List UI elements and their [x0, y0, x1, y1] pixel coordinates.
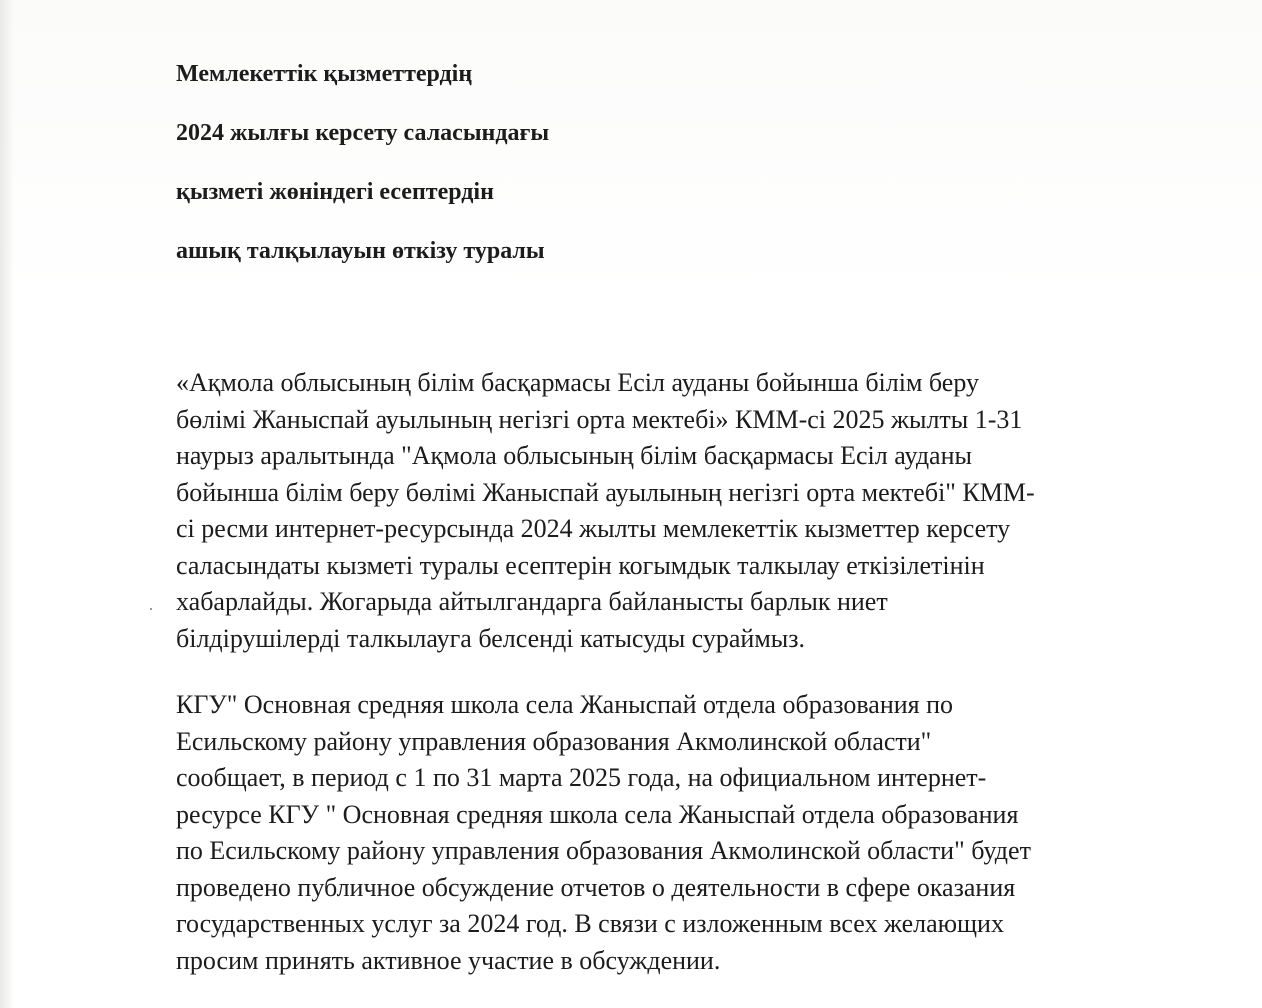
title-line-3: қызметі жөніндегі есептердін — [176, 179, 494, 205]
paragraph-ru-line: КГУ" Основная средняя школа села Жаныспай отдела образования по — [176, 690, 954, 719]
paragraph-kazakh — [176, 365, 1176, 657]
paragraph-ru-line: сообщает, в период с 1 по 31 марта 2025 года, на официальном интернет- — [176, 763, 987, 792]
paragraph-ru-line: ресурсе КГУ " Основная средняя школа села Жаныспай отдела образования — [176, 799, 1019, 829]
page-edge-shadow — [0, 0, 14, 1008]
title-line-2: 2024 жылғы керсету саласындағы — [176, 120, 550, 146]
paragraph-kz-line: наурыз аралытында "Ақмола облысының білім басқармасы Есіл ауданы — [176, 441, 972, 470]
paragraph-ru-line: проведено публичное обсуждение отчетов о деятельности в сфере оказания — [176, 872, 1016, 902]
paragraph-kz-line: саласындаты кызметі туралы есептерін когымдык талкылау еткізілетінін — [176, 550, 985, 580]
paragraph-kz-line: білдірушілерді талкылауга белсенді катысуды сураймыз. — [176, 623, 806, 653]
paragraph-ru-line: государственных услуг за 2024 год. В связи с изложенным всех желающих — [176, 909, 1004, 938]
paragraph-kz-line: бойынша білім беру бөлімі Жаныспай ауылының негізгі орта мектебі" КММ- — [176, 477, 1035, 507]
document-body — [176, 365, 1176, 979]
paragraph-ru-line: Есильскому району управления образования Акмолинской области" — [176, 726, 932, 756]
paragraph-kz-line: бөлімі Жаныспай ауылының негізгі орта мектебі» КММ-сі 2025 жылты 1-31 — [176, 404, 1023, 434]
paragraph-kz-line: «Ақмола облысының білім басқармасы Есіл ауданы бойынша білім беру — [176, 368, 980, 397]
paragraph-russian — [176, 687, 1176, 979]
paragraph-ru-line: просим принять активное участие в обсуждении. — [176, 945, 721, 975]
title-line-1: Мемлекеттік қызметтердің — [176, 61, 473, 87]
paper-speck — [150, 608, 152, 610]
paragraph-kz-line: сі ресми интернет-ресурсында 2024 жылты мемлекеттік кызметтер керсету — [176, 514, 1011, 543]
paragraph-kz-line: хабарлайды. Жогарыда айтылгандарга байланысты барлык ниет — [176, 587, 888, 616]
title-line-4: ашық талқылауын өткізу туралы — [176, 238, 545, 264]
document-title — [176, 60, 876, 296]
paragraph-ru-line: по Есильскому району управления образования Акмолинской области" будет — [176, 836, 1031, 865]
